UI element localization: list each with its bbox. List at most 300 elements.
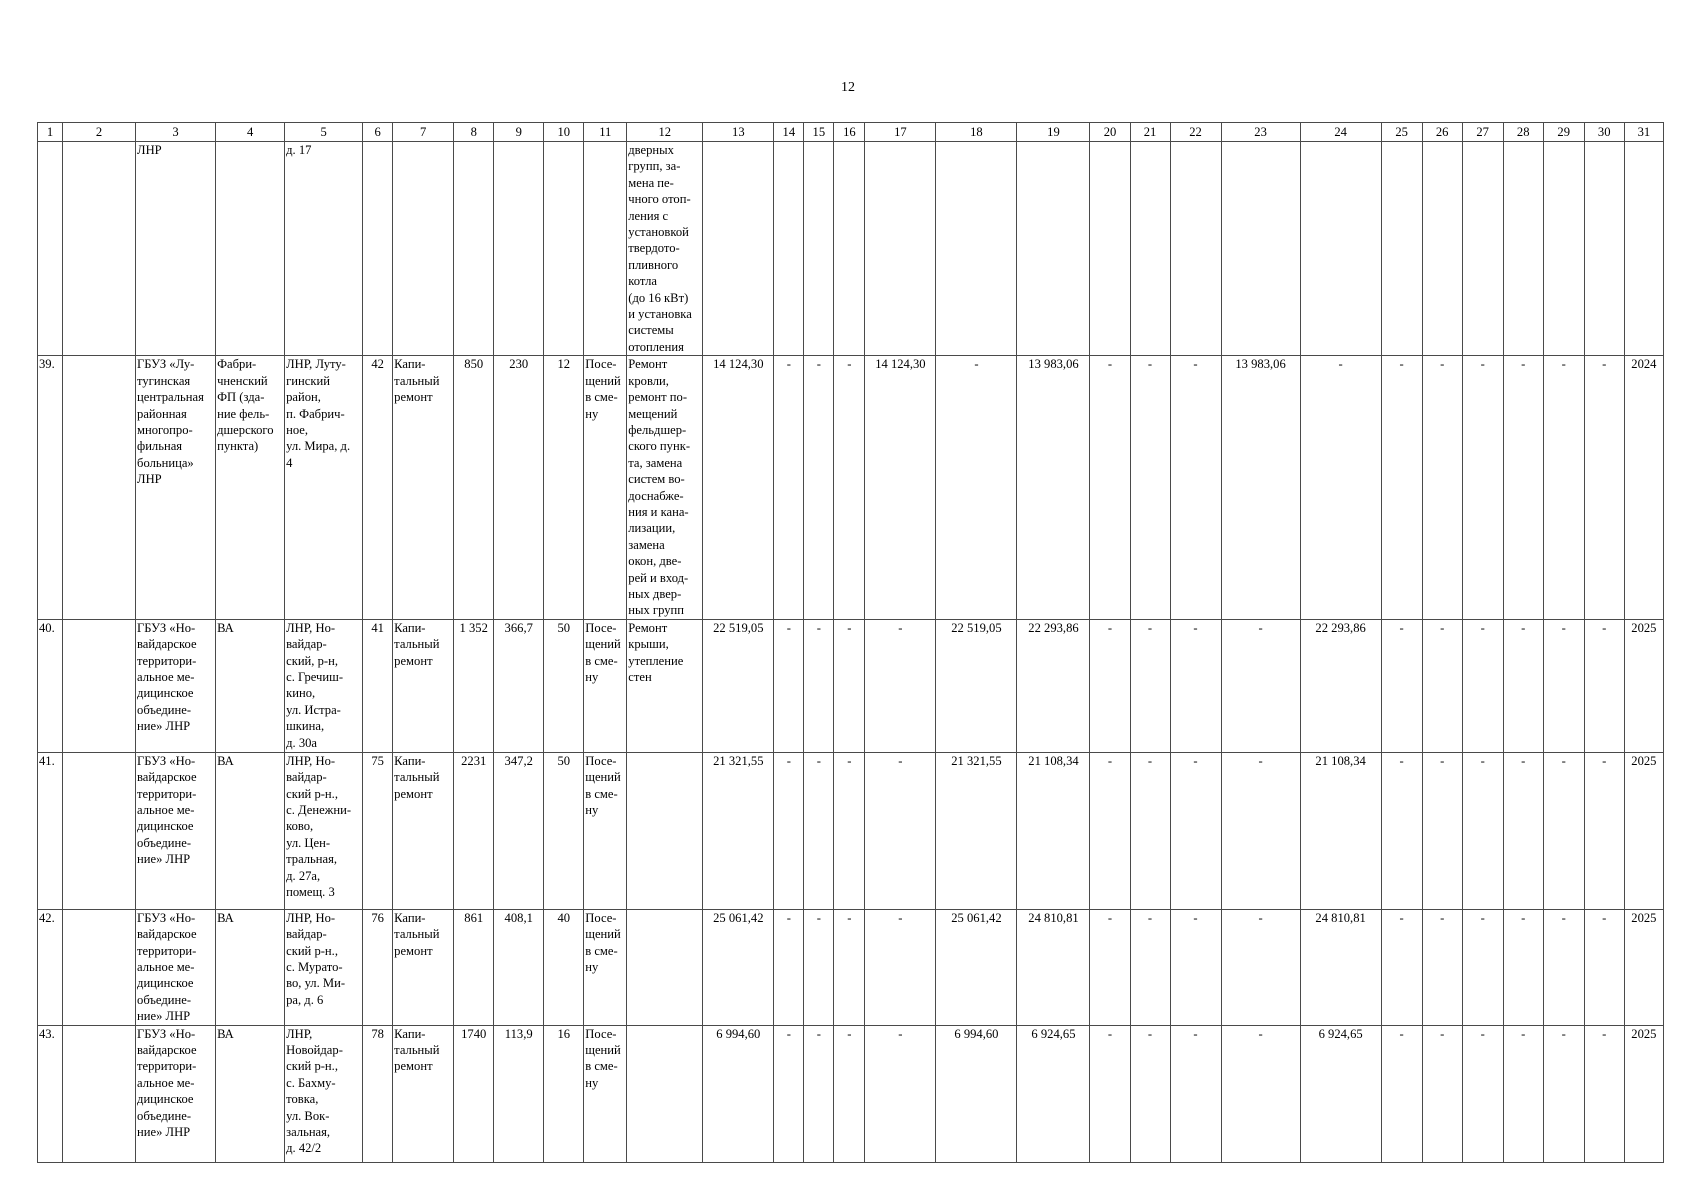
table-row xyxy=(38,619,1664,752)
cell-col-17: - xyxy=(865,1025,936,1162)
cell-col-28: - xyxy=(1503,909,1543,1025)
cell-text-line: твердото- xyxy=(628,241,680,256)
row-number-cell: 40. xyxy=(38,619,63,752)
capacity-unit-cell xyxy=(584,356,627,620)
cell-text-line: районная xyxy=(137,406,187,421)
column-header-21: 21 xyxy=(1130,123,1170,142)
cell-text-line: ский р-н., xyxy=(286,943,338,958)
cell-col-20 xyxy=(1090,142,1130,356)
cell-text-line: ский р-н., xyxy=(286,786,338,801)
cell-text-line: д. 30а xyxy=(286,735,317,750)
cell-col-28: - xyxy=(1503,1025,1543,1162)
address-cell xyxy=(285,909,363,1025)
cell-text-line: ВА xyxy=(217,620,234,635)
cell-col-10: 40 xyxy=(544,909,584,1025)
cell-col-18: 22 519,05 xyxy=(936,619,1017,752)
cell-col-26: - xyxy=(1422,909,1462,1025)
cell-text-line: Капи- xyxy=(394,357,426,372)
cell-text-line: п. Фабрич- xyxy=(286,406,345,421)
facility-cell xyxy=(216,1025,285,1162)
cell-col-10: 12 xyxy=(544,356,584,620)
column-header-3: 3 xyxy=(136,123,216,142)
cell-text-line: ну xyxy=(585,960,599,974)
cell-text-line: Капи- xyxy=(394,910,426,925)
cell-col-17: - xyxy=(865,909,936,1025)
work-type-cell xyxy=(393,142,454,356)
column-header-12: 12 xyxy=(627,123,703,142)
cell-text-line: с. Гречиш- xyxy=(286,670,344,684)
cell-text-line: ное, xyxy=(286,422,309,437)
cell-col-29: - xyxy=(1543,356,1584,620)
cell-text-line: вайдарское xyxy=(137,770,197,785)
work-type-cell xyxy=(393,909,454,1025)
cell-col-15: - xyxy=(804,619,834,752)
cell-col-15: - xyxy=(804,752,834,909)
cell-text-line: дшерского xyxy=(217,422,274,437)
facility-cell xyxy=(216,909,285,1025)
cell-text-line: территори- xyxy=(137,786,197,801)
cell-col-8: 861 xyxy=(454,909,494,1025)
cell-col-30: - xyxy=(1584,1025,1624,1162)
cell-col-25: - xyxy=(1381,1025,1422,1162)
cell-col-14: - xyxy=(774,619,804,752)
cell-col-28 xyxy=(1503,142,1543,356)
cell-col-13: 21 321,55 xyxy=(703,752,774,909)
cell-text-line: крыши, xyxy=(628,637,669,652)
cell-col-13: 6 994,60 xyxy=(703,1025,774,1162)
cell-col-10: 16 xyxy=(544,1025,584,1162)
cell-text-line: ремонт xyxy=(394,390,433,405)
cell-col-26 xyxy=(1422,142,1462,356)
cell-text-line: объедине- xyxy=(137,702,192,717)
cell-text-line: в сме- xyxy=(585,653,618,668)
cell-text-line: помещ. 3 xyxy=(286,885,335,900)
organization-cell xyxy=(136,909,216,1025)
cell-text-line: 4 xyxy=(286,455,293,470)
cell-text-line: во, ул. Ми- xyxy=(286,976,346,991)
work-description-cell xyxy=(627,356,703,620)
cell-col-29: - xyxy=(1543,619,1584,752)
cell-text-line: пункта) xyxy=(217,439,259,454)
cell-text-line: Капи- xyxy=(394,620,426,635)
cell-col-25: - xyxy=(1381,619,1422,752)
address-cell xyxy=(285,619,363,752)
cell-col-16: - xyxy=(834,752,865,909)
work-description-cell xyxy=(627,619,703,752)
year-cell: 2025 xyxy=(1624,1025,1663,1162)
cell-text-line: вайдар- xyxy=(286,927,327,942)
cell-text-line: Посе- xyxy=(585,620,617,635)
cell-text-line: территори- xyxy=(137,943,197,958)
cell-col-16: - xyxy=(834,1025,865,1162)
cell-text-line: и установка xyxy=(628,307,692,322)
cell-text-line: вайдар- xyxy=(286,637,327,652)
cell-col-10: 50 xyxy=(544,619,584,752)
cell-col-26: - xyxy=(1422,356,1462,620)
cell-text-line: дицинское xyxy=(137,819,194,834)
cell-text-line: ГБУЗ «Но- xyxy=(137,910,196,925)
cell-col-8: 2231 xyxy=(454,752,494,909)
cell-text-line: ГБУЗ «Но- xyxy=(137,620,196,635)
organization-cell xyxy=(136,1025,216,1162)
year-cell: 2024 xyxy=(1624,356,1663,620)
cell-text-line: щений xyxy=(585,1043,621,1058)
cell-text-line: дицинское xyxy=(137,1092,194,1107)
cell-text-line: альное ме- xyxy=(137,960,195,974)
cell-text-line: альное ме- xyxy=(137,1075,195,1090)
cell-col-6: 76 xyxy=(363,909,393,1025)
cell-text-line: лизации, xyxy=(628,521,676,536)
cell-text-line: гинский xyxy=(286,373,330,388)
year-cell: 2025 xyxy=(1624,752,1663,909)
cell-col-28: - xyxy=(1503,619,1543,752)
cell-col-24: 6 924,65 xyxy=(1300,1025,1381,1162)
cell-col-2 xyxy=(63,1025,136,1162)
cell-col-6: 75 xyxy=(363,752,393,909)
cell-text-line: ных групп xyxy=(628,603,684,618)
cell-col-26: - xyxy=(1422,1025,1462,1162)
cell-text-line: щений xyxy=(585,373,621,388)
column-header-23: 23 xyxy=(1221,123,1300,142)
cell-col-25: - xyxy=(1381,909,1422,1025)
cell-col-21: - xyxy=(1130,752,1170,909)
facility-cell xyxy=(216,619,285,752)
cell-col-24: 21 108,34 xyxy=(1300,752,1381,909)
year-cell xyxy=(1624,142,1663,356)
cell-text-line: с. Денежни- xyxy=(286,803,352,817)
column-header-20: 20 xyxy=(1090,123,1130,142)
column-header-5: 5 xyxy=(285,123,363,142)
cell-col-14 xyxy=(774,142,804,356)
capacity-unit-cell xyxy=(584,1025,627,1162)
cell-col-15: - xyxy=(804,909,834,1025)
cell-text-line: ние фель- xyxy=(217,406,270,421)
cell-col-24 xyxy=(1300,142,1381,356)
cell-col-21: - xyxy=(1130,1025,1170,1162)
column-header-17: 17 xyxy=(865,123,936,142)
cell-col-28: - xyxy=(1503,752,1543,909)
cell-col-15: - xyxy=(804,356,834,620)
cell-text-line: вайдар- xyxy=(286,770,327,785)
address-cell xyxy=(285,752,363,909)
cell-text-line: тальный xyxy=(394,1043,440,1058)
cell-col-19: 22 293,86 xyxy=(1017,619,1090,752)
cell-col-22: - xyxy=(1170,356,1221,620)
cell-col-14: - xyxy=(774,909,804,1025)
cell-col-29: - xyxy=(1543,909,1584,1025)
cell-col-25 xyxy=(1381,142,1422,356)
cell-col-2 xyxy=(63,619,136,752)
cell-text-line: ну xyxy=(585,1075,599,1090)
cell-text-line: Посе- xyxy=(585,1026,617,1041)
cell-text-line: больница» xyxy=(137,455,194,470)
cell-col-24: - xyxy=(1300,356,1381,620)
cell-col-22: - xyxy=(1170,1025,1221,1162)
row-number-cell: 43. xyxy=(38,1025,63,1162)
cell-col-21: - xyxy=(1130,619,1170,752)
cell-text-line: ремонт xyxy=(394,943,433,958)
cell-text-line: ВА xyxy=(217,753,234,768)
cell-col-23: - xyxy=(1221,752,1300,909)
work-type-cell xyxy=(393,356,454,620)
cell-col-23: - xyxy=(1221,909,1300,1025)
facility-cell xyxy=(216,142,285,356)
cell-col-17: - xyxy=(865,619,936,752)
cell-text-line: центральная xyxy=(137,390,204,405)
cell-col-26: - xyxy=(1422,752,1462,909)
column-header-9: 9 xyxy=(494,123,544,142)
cell-col-30 xyxy=(1584,142,1624,356)
table-row xyxy=(38,909,1664,1025)
row-number-cell: 41. xyxy=(38,752,63,909)
cell-text-line: мена пе- xyxy=(628,175,674,190)
cell-text-line: ул. Вок- xyxy=(286,1108,330,1123)
cell-text-line: тугинская xyxy=(137,373,191,388)
cell-text-line: групп, за- xyxy=(628,159,681,174)
cell-text-line: ГБУЗ «Но- xyxy=(137,1026,196,1041)
cell-text-line: в сме- xyxy=(585,943,618,958)
column-header-22: 22 xyxy=(1170,123,1221,142)
cell-text-line: дицинское xyxy=(137,976,194,991)
capacity-unit-cell xyxy=(584,142,627,356)
cell-col-22: - xyxy=(1170,619,1221,752)
cell-col-14: - xyxy=(774,752,804,909)
cell-col-10 xyxy=(544,142,584,356)
cell-text-line: та, замена xyxy=(628,455,683,470)
column-header-26: 26 xyxy=(1422,123,1462,142)
cell-text-line: вайдарское xyxy=(137,637,197,652)
column-header-28: 28 xyxy=(1503,123,1543,142)
cell-text-line: многопро- xyxy=(137,422,193,437)
cell-text-line: в сме- xyxy=(585,786,618,801)
cell-text-line: щений xyxy=(585,770,621,785)
cell-text-line: ремонт по- xyxy=(628,390,688,405)
cell-col-14: - xyxy=(774,356,804,620)
column-header-18: 18 xyxy=(936,123,1017,142)
cell-col-9: 230 xyxy=(494,356,544,620)
facility-cell xyxy=(216,356,285,620)
cell-text-line: вайдарское xyxy=(137,927,197,942)
column-header-27: 27 xyxy=(1462,123,1503,142)
cell-text-line: в сме- xyxy=(585,390,618,405)
cell-text-line: ра, д. 6 xyxy=(286,992,324,1007)
cell-col-2 xyxy=(63,356,136,620)
work-description-cell xyxy=(627,752,703,909)
column-header-10: 10 xyxy=(544,123,584,142)
cell-col-17: 14 124,30 xyxy=(865,356,936,620)
cell-text-line: ского пунк- xyxy=(628,439,691,454)
cell-text-line: ЛНР, Но- xyxy=(286,620,336,635)
row-number-cell: 39. xyxy=(38,356,63,620)
cell-text-line: Ремонт xyxy=(628,357,668,372)
cell-col-20: - xyxy=(1090,619,1130,752)
cell-text-line: тальный xyxy=(394,770,440,785)
cell-text-line: д. 27а, xyxy=(286,868,321,883)
cell-col-15 xyxy=(804,142,834,356)
cell-text-line: щений xyxy=(585,637,621,652)
work-type-cell xyxy=(393,619,454,752)
cell-col-10: 50 xyxy=(544,752,584,909)
cell-text-line: отопления xyxy=(628,339,684,354)
cell-col-23 xyxy=(1221,142,1300,356)
cell-text-line: вайдарское xyxy=(137,1043,197,1058)
cell-text-line: объедине- xyxy=(137,992,192,1007)
cell-text-line: ну xyxy=(585,670,599,684)
cell-text-line: кровли, xyxy=(628,373,669,388)
cell-col-20: - xyxy=(1090,752,1130,909)
cell-text-line: ский, р-н, xyxy=(286,653,338,668)
table-row xyxy=(38,142,1664,356)
cell-col-30: - xyxy=(1584,619,1624,752)
organization-cell xyxy=(136,142,216,356)
cell-col-25: - xyxy=(1381,752,1422,909)
cell-col-20: - xyxy=(1090,1025,1130,1162)
cell-text-line: Капи- xyxy=(394,753,426,768)
cell-col-18: 6 994,60 xyxy=(936,1025,1017,1162)
cell-col-20: - xyxy=(1090,909,1130,1025)
address-cell xyxy=(285,1025,363,1162)
column-header-8: 8 xyxy=(454,123,494,142)
cell-text-line: ГБУЗ «Лу- xyxy=(137,357,195,372)
cell-col-24: 22 293,86 xyxy=(1300,619,1381,752)
cell-text-line: окон, две- xyxy=(628,554,682,569)
cell-col-19: 24 810,81 xyxy=(1017,909,1090,1025)
organization-cell xyxy=(136,356,216,620)
cell-text-line: замена xyxy=(628,537,665,552)
cell-col-23: - xyxy=(1221,1025,1300,1162)
cell-col-28: - xyxy=(1503,356,1543,620)
cell-text-line: ных двер- xyxy=(628,586,682,601)
cell-text-line: ления с xyxy=(628,208,669,223)
cell-col-2 xyxy=(63,752,136,909)
cell-text-line: доснабже- xyxy=(628,488,684,503)
cell-text-line: Капи- xyxy=(394,1026,426,1041)
cell-col-13: 14 124,30 xyxy=(703,356,774,620)
column-header-6: 6 xyxy=(363,123,393,142)
row-number-cell xyxy=(38,142,63,356)
cell-col-17: - xyxy=(865,752,936,909)
year-cell: 2025 xyxy=(1624,619,1663,752)
cell-text-line: ремонт xyxy=(394,653,433,668)
column-header-24: 24 xyxy=(1300,123,1381,142)
row-number-cell: 42. xyxy=(38,909,63,1025)
cell-text-line: систем во- xyxy=(628,472,685,487)
column-header-14: 14 xyxy=(774,123,804,142)
cell-text-line: ние» ЛНР xyxy=(137,852,191,867)
table-row xyxy=(38,752,1664,909)
cell-text-line: (до 16 кВт) xyxy=(628,290,689,305)
cell-text-line: ние» ЛНР xyxy=(137,1009,191,1024)
work-type-cell xyxy=(393,752,454,909)
work-description-cell xyxy=(627,909,703,1025)
cell-text-line: альное ме- xyxy=(137,670,195,684)
cell-text-line: дицинское xyxy=(137,686,194,701)
cell-col-22: - xyxy=(1170,909,1221,1025)
cell-col-23: - xyxy=(1221,619,1300,752)
cell-text-line: ул. Истра- xyxy=(286,702,341,717)
cell-col-2 xyxy=(63,142,136,356)
address-cell xyxy=(285,356,363,620)
cell-text-line: ремонт xyxy=(394,786,433,801)
column-header-19: 19 xyxy=(1017,123,1090,142)
cell-text-line: фильная xyxy=(137,439,183,454)
cell-col-24: 24 810,81 xyxy=(1300,909,1381,1025)
cell-text-line: кино, xyxy=(286,686,316,701)
cell-text-line: Фабри- xyxy=(217,357,257,372)
cell-col-6: 78 xyxy=(363,1025,393,1162)
cell-text-line: чненский xyxy=(217,373,268,388)
cell-col-17 xyxy=(865,142,936,356)
cell-text-line: ЛНР, xyxy=(286,1026,313,1041)
work-description-cell xyxy=(627,142,703,356)
column-header-11: 11 xyxy=(584,123,627,142)
cell-text-line: мещений xyxy=(628,406,678,421)
cell-text-line: в сме- xyxy=(585,1059,618,1074)
cell-text-line: рей и вход- xyxy=(628,570,689,585)
cell-col-19: 21 108,34 xyxy=(1017,752,1090,909)
organization-cell xyxy=(136,619,216,752)
cell-col-20: - xyxy=(1090,356,1130,620)
cell-col-13 xyxy=(703,142,774,356)
cell-text-line: стен xyxy=(628,670,652,684)
column-header-7: 7 xyxy=(393,123,454,142)
cell-text-line: территори- xyxy=(137,653,197,668)
cell-text-line: котла xyxy=(628,274,657,289)
cell-text-line: утепление xyxy=(628,653,684,668)
cell-col-21 xyxy=(1130,142,1170,356)
cell-text-line: ВА xyxy=(217,1026,234,1041)
cell-col-29: - xyxy=(1543,752,1584,909)
table-row xyxy=(38,356,1664,620)
cell-col-9: 366,7 xyxy=(494,619,544,752)
cell-text-line: ремонт xyxy=(394,1059,433,1074)
work-type-cell xyxy=(393,1025,454,1162)
cell-col-27 xyxy=(1462,142,1503,356)
cell-col-19: 13 983,06 xyxy=(1017,356,1090,620)
cell-col-21: - xyxy=(1130,356,1170,620)
cell-text-line: шкина, xyxy=(286,719,325,734)
cell-text-line: установкой xyxy=(628,225,689,240)
cell-col-26: - xyxy=(1422,619,1462,752)
cell-col-27: - xyxy=(1462,752,1503,909)
cell-col-27: - xyxy=(1462,356,1503,620)
work-description-cell xyxy=(627,1025,703,1162)
cell-text-line: ние» ЛНР xyxy=(137,719,191,734)
column-header-4: 4 xyxy=(216,123,285,142)
cell-text-line: ВА xyxy=(217,910,234,925)
column-header-16: 16 xyxy=(834,123,865,142)
year-cell: 2025 xyxy=(1624,909,1663,1025)
cell-text-line: ЛНР xyxy=(137,472,162,487)
cell-text-line: объедине- xyxy=(137,835,192,850)
cell-text-line: зальная, xyxy=(286,1125,331,1140)
cell-col-30: - xyxy=(1584,909,1624,1025)
facility-cell xyxy=(216,752,285,909)
cell-text-line: объедине- xyxy=(137,1108,192,1123)
cell-text-line: ЛНР, Но- xyxy=(286,910,336,925)
column-number-header-row xyxy=(38,123,1664,142)
organization-cell xyxy=(136,752,216,909)
cell-text-line: ФП (зда- xyxy=(217,390,265,405)
capacity-unit-cell xyxy=(584,619,627,752)
cell-col-15: - xyxy=(804,1025,834,1162)
cell-col-9: 408,1 xyxy=(494,909,544,1025)
cell-text-line: дверных xyxy=(628,143,674,157)
cell-text-line: с. Бахму- xyxy=(286,1075,336,1090)
cell-text-line: тальный xyxy=(394,927,440,942)
cell-col-19 xyxy=(1017,142,1090,356)
cell-text-line: д. 17 xyxy=(286,143,312,157)
